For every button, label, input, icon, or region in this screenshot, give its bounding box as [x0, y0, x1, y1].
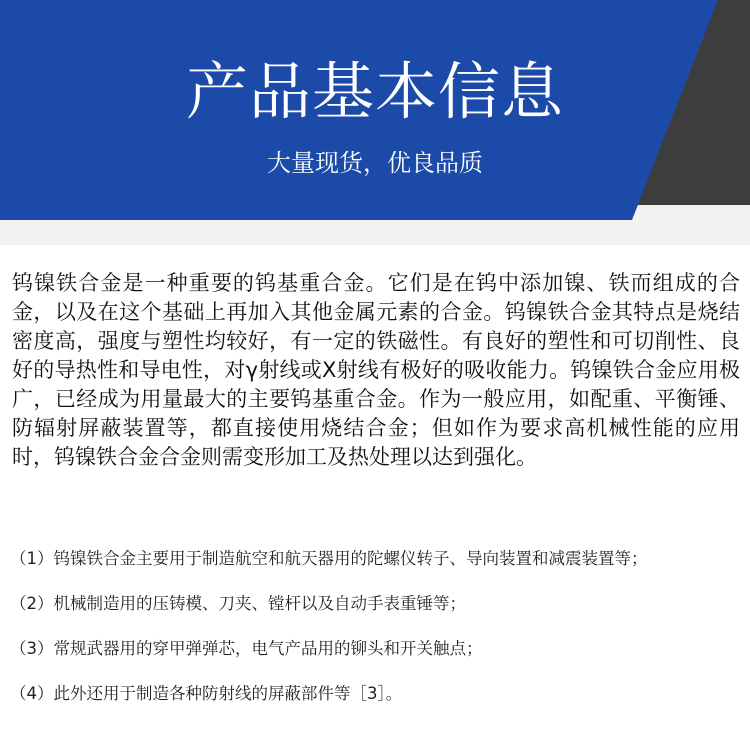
banner-subtitle: 大量现货，优良品质	[267, 149, 483, 177]
banner-title: 产品基本信息	[185, 55, 564, 128]
list-item: （1）钨镍铁合金主要用于制造航空和航天器用的陀螺仪转子、导向装置和减震装置等；	[10, 549, 648, 568]
list-item: （4）此外还用于制造各种防射线的屏蔽部件等［3］。	[10, 684, 403, 703]
list-item: （2）机械制造用的压铸模、刀夹、镗杆以及自动手表重锤等；	[10, 594, 466, 613]
applications-list	[10, 548, 745, 728]
intro-paragraph: 钨镍铁合金是一种重要的钨基重合金。它们是在钨中添加镍、铁而组成的合金，以及在这个基础上再加入其他金属元素的合金。钨镍铁合金其特点是烧结密度高，强度与塑性均较好，有一定的铁磁性。有良好的塑性和可切削性、良好的导热性和导电性，对γ射线或X射线有极好的吸收能力。钨镍铁合金应用极广，已经成为用量最大的主要钨基重合金。作为一般应用，如配重、平衡锤、防辐射屏蔽装置等，都直接使用烧结合金；但如作为要求高机械性能的应用时，钨镍铁合金合金则需变形加工及热处理以达到强化。	[12, 271, 740, 469]
list-item: （3）常规武器用的穿甲弹弹芯，电气产品用的铆头和开关触点；	[10, 639, 483, 658]
header-banner	[0, 0, 750, 245]
